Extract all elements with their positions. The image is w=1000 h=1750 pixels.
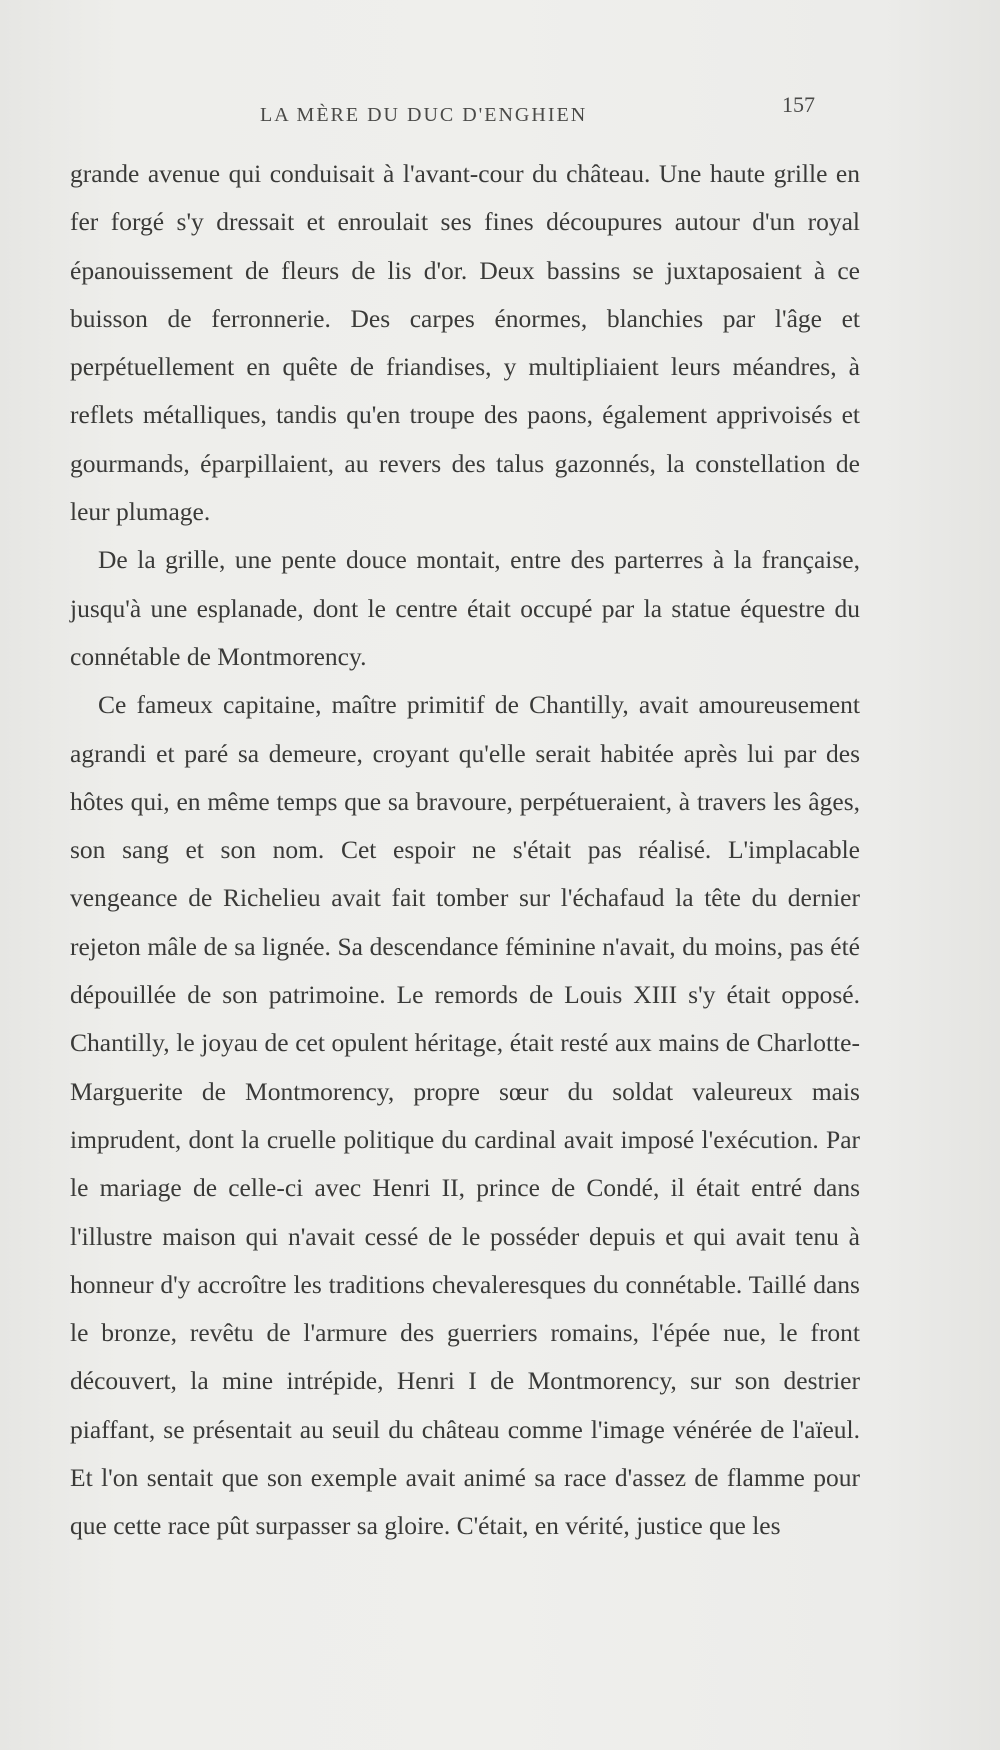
body-text xyxy=(70,150,860,1551)
paragraph-1: grande avenue qui conduisait à l'avant-cour du château. Une haute grille en fer forgé s'y dressait et enroulait ses fines découpures autour d'un royal épanouissement de fleurs de lis d'or. Deux bassins se juxtaposaient à ce buisson de ferronnerie. Des carpes énormes, blanchies par l'âge et perpétuellement en quête de friandises, y multipliaient leurs méandres, à reflets métalliques, tandis qu'en troupe des paons, également apprivoisés et gourmands, éparpillaient, au revers des talus gazonnés, la constellation de leur plumage. xyxy=(70,159,860,527)
paragraph-3: Ce fameux capitaine, maître primitif de Chantilly, avait amoureusement agrandi et paré sa demeure, croyant qu'elle serait habitée après lui par des hôtes qui, en même temps que sa bravoure, perpétueraient, à travers les âges, son sang et son nom. Cet espoir ne s'était pas réalisé. L'implacable vengeance de Richelieu avait fait tomber sur l'échafaud la tête du dernier rejeton mâle de sa lignée. Sa descendance féminine n'avait, du moins, pas été dépouillée de son patrimoine. Le remords de Louis XIII s'y était opposé. Chantilly, le joyau de cet opulent héritage, était resté aux mains de Charlotte-Marguerite de Montmorency, propre sœur du soldat valeureux mais imprudent, dont la cruelle politique du cardinal avait imposé l'exécution. Par le mariage de celle-ci avec Henri II, prince de Condé, il était entré dans l'illustre maison qui n'avait cessé de le posséder depuis et qui avait tenu à honneur d'y accroître les traditions chevaleresques du connétable. Taillé dans le bronze, revêtu de l'armure des guerriers romains, l'épée nue, le front découvert, la mine intrépide, Henri I de Montmorency, sur son destrier piaffant, se présentait au seuil du château comme l'image vénérée de l'aïeul. Et l'on sentait que son exemple avait animé sa race d'assez de flamme pour que cette race pût surpasser sa gloire. C'était, en vérité, justice que les xyxy=(70,690,860,1541)
paragraph-2: De la grille, une pente douce montait, entre des parterres à la française, jusqu'à une esplanade, dont le centre était occupé par la statue équestre du connétable de Montmorency. xyxy=(70,545,860,671)
running-title: LA MÈRE DU DUC D'ENGHIEN xyxy=(260,104,588,126)
page-number: 157 xyxy=(782,92,815,117)
